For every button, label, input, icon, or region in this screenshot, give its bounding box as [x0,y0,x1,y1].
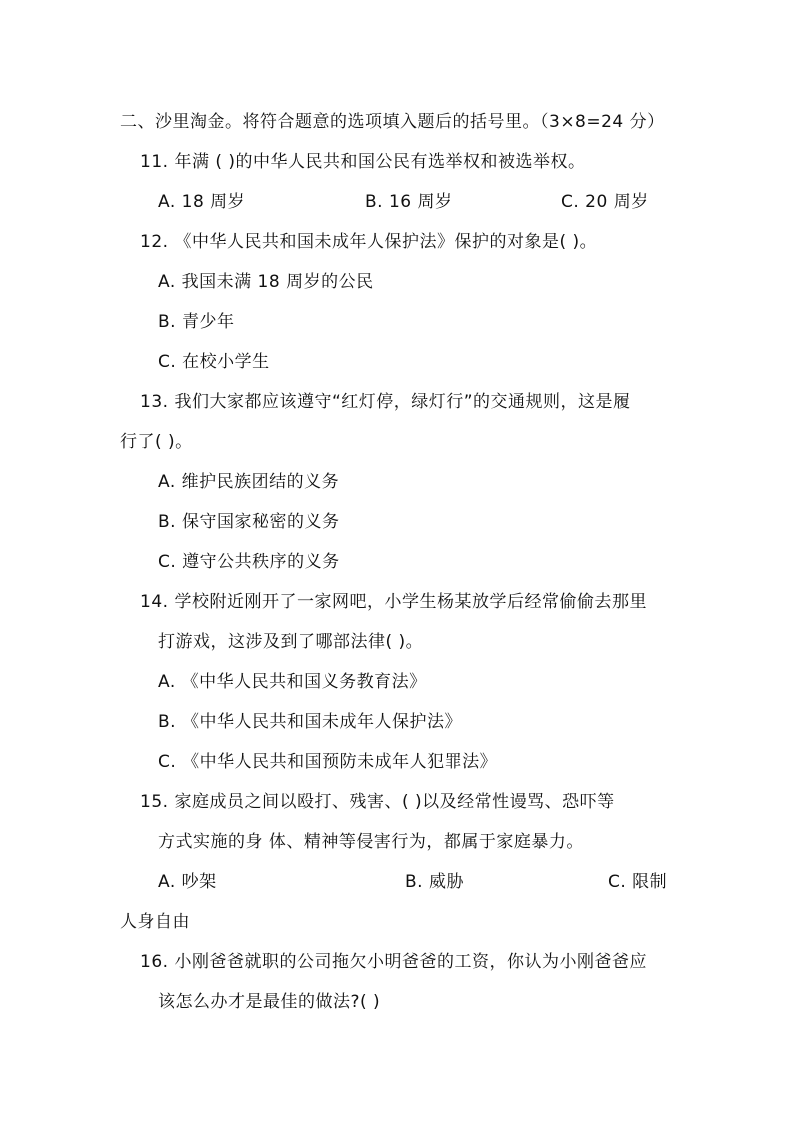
question-15-option-a: A. 吵架 [158,872,217,892]
question-13-option-b: B. 保守国家秘密的义务 [158,512,340,532]
question-15-text-line-2: 方式实施的身 体、精神等侵害行为，都属于家庭暴力。 [158,832,584,852]
question-11-option-c: C. 20 周岁 [561,192,649,212]
question-11-option-b: B. 16 周岁 [365,192,453,212]
question-15-text-line-1: 15. 家庭成员之间以殴打、残害、( )以及经常性谩骂、恐吓等 [140,792,615,812]
question-12-option-c: C. 在校小学生 [158,352,270,372]
question-15-option-b: B. 威胁 [405,872,464,892]
question-12-option-a: A. 我国未满 18 周岁的公民 [158,272,374,292]
question-14-option-a: A. 《中华人民共和国义务教育法》 [158,672,427,692]
question-11-option-a: A. 18 周岁 [158,192,246,212]
question-13-option-a: A. 维护民族团结的义务 [158,472,340,492]
question-14-option-c: C. 《中华人民共和国预防未成年人犯罪法》 [158,752,498,772]
question-16-text-line-1: 16. 小刚爸爸就职的公司拖欠小明爸爸的工资，你认为小刚爸爸应 [140,952,647,972]
question-14-option-b: B. 《中华人民共和国未成年人保护法》 [158,712,462,732]
question-12-option-b: B. 青少年 [158,312,235,332]
question-11-text: 11. 年满 ( )的中华人民共和国公民有选举权和被选举权。 [140,152,586,172]
question-12-text: 12. 《中华人民共和国未成年人保护法》保护的对象是( )。 [140,232,598,252]
question-14-text-line-1: 14. 学校附近刚开了一家网吧，小学生杨某放学后经常偷偷去那里 [140,592,647,612]
question-13-text-line-1: 13. 我们大家都应该遵守“红灯停，绿灯行”的交通规则，这是履 [140,392,631,412]
section-heading: 二、沙里淘金。将符合题意的选项填入题后的括号里。（3×8=24 分） [120,112,665,132]
question-16-text-line-2: 该怎么办才是最佳的做法?( ) [158,992,381,1012]
question-15-option-c-continuation: 人身自由 [120,912,190,932]
question-13-text-line-2: 行了( )。 [120,432,193,452]
question-15-option-c: C. 限制 [608,872,668,892]
question-13-option-c: C. 遵守公共秩序的义务 [158,552,340,572]
question-14-text-line-2: 打游戏，这涉及到了哪部法律( )。 [158,632,424,652]
